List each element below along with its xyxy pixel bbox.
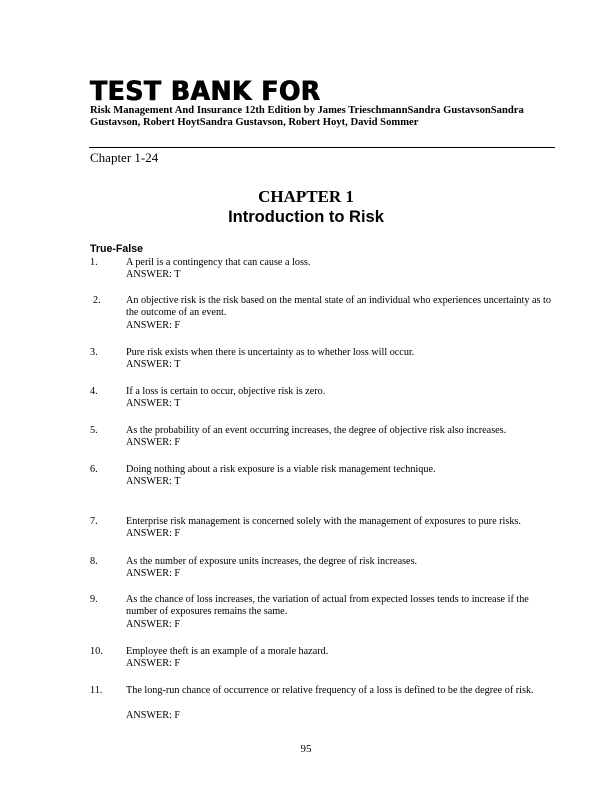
question-number: 8. [90,556,98,567]
question-number: 10. [90,646,103,657]
question-number: 2. [93,295,101,306]
question-number: 3. [90,347,98,358]
question-answer: ANSWER: F [126,619,181,630]
question-number: 7. [90,516,98,527]
chapter-heading: CHAPTER 1 [258,187,354,206]
question-number: 9. [90,594,98,605]
question-answer: ANSWER: F [126,320,181,331]
question-number: 1. [90,257,98,268]
question-number: 11. [90,685,103,696]
chapter-range: Chapter 1-24 [90,150,159,165]
section-label-true-false: True-False [90,243,143,255]
question-text: Enterprise risk management is concerned solely with the management of exposures to pure risks. [126,516,521,527]
test-bank-banner: TEST BANK FOR [90,76,321,107]
question-text: The long-run chance of occurrence or relative frequency of a loss is defined to be the degree of risk. [126,685,534,696]
question-answer: ANSWER: T [126,476,181,487]
question-text: An objective risk is the risk based on the mental state of an individual who experiences uncertainty as to the outcome of an event. [126,295,551,319]
question-text: Doing nothing about a risk exposure is a viable risk management technique. [126,464,436,475]
question-text: Employee theft is an example of a morale hazard. [126,646,329,657]
book-subtitle: Risk Management And Insurance 12th Edition by James TrieschmannSandra GustavsonSandra Gustavson, Robert HoytSandra Gustavson, Robert Hoyt, David Sommer [90,105,524,129]
question-answer: ANSWER: F [126,437,181,448]
question-answer: ANSWER: F [126,528,181,539]
header-divider [89,147,555,148]
page-number: 95 [300,743,312,755]
question-text: If a loss is certain to occur, objective risk is zero. [126,386,326,397]
question-answer: ANSWER: F [126,710,181,721]
question-answer: ANSWER: T [126,269,181,280]
question-answer: ANSWER: T [126,359,181,370]
question-number: 6. [90,464,98,475]
question-text: As the number of exposure units increases, the degree of risk increases. [126,556,418,567]
question-text: As the chance of loss increases, the variation of actual from expected losses tends to increase if the number of exposures remains the same. [126,594,529,618]
question-text: Pure risk exists when there is uncertainty as to whether loss will occur. [126,347,415,358]
question-number: 4. [90,386,98,397]
question-answer: ANSWER: F [126,568,181,579]
question-answer: ANSWER: T [126,398,181,409]
question-text: As the probability of an event occurring increases, the degree of objective risk also increases. [126,425,507,436]
chapter-title: Introduction to Risk [228,208,384,226]
question-text: A peril is a contingency that can cause a loss. [126,257,311,268]
question-answer: ANSWER: F [126,658,181,669]
question-number: 5. [90,425,98,436]
